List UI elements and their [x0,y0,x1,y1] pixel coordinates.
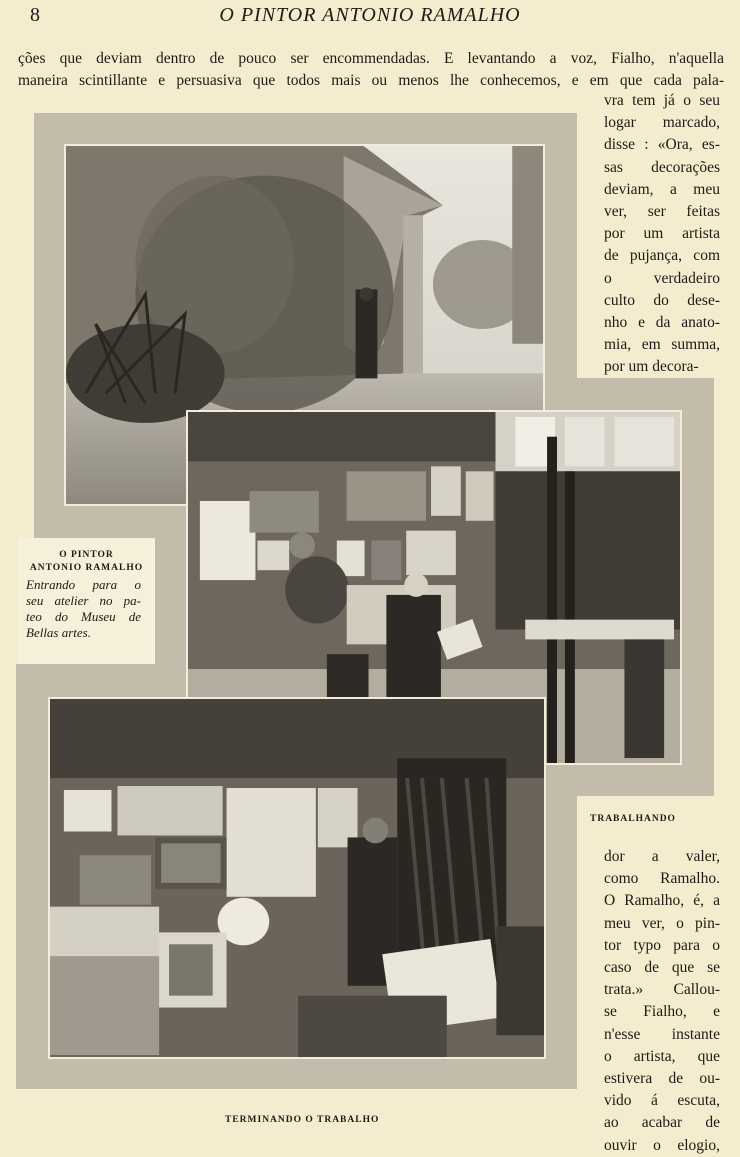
body-line: sas decorações [604,158,720,176]
body-line: culto do dese- [604,291,720,309]
caption-text: seu atelier no pa- [26,593,141,608]
body-line: se Fialho, e [604,1003,720,1021]
caption-text: teo do Museu de [26,609,141,624]
body-line: vra tem já o seu [604,92,720,109]
body-line: dor a valer, [604,848,720,865]
text-column [604,90,720,379]
body-line: ções que deviam dentro de pouco ser encommendadas. E levantando a voz, Fialho, n'aquella [18,50,724,67]
body-line: trata.» Callou- [604,981,720,999]
body-line: estivera de ou- [604,1070,720,1088]
body-line: o artista, que [604,1047,720,1065]
body-line: como Ramalho. [604,870,720,888]
caption-title: O PINTOR [59,550,114,560]
running-title: O PINTOR ANTONIO RAMALHO [219,4,521,26]
body-line: de pujança, com [604,247,720,265]
body-line: por um artista [604,225,720,243]
body-line: ver, ser feitas [604,203,720,221]
caption-title: ANTONIO RAMALHO [29,563,144,573]
body-line: maneira scintillante e persuasiva que todos mais ou menos lhe conhecemos, e em que cada pala- [18,72,724,89]
page-number: 8 [30,4,40,26]
caption-text: Entrando para o [26,577,141,592]
body-line: ouvir o elogio, [604,1136,720,1154]
body-line: meu ver, o pin- [604,914,720,932]
body-line: deviam, a meu [604,180,720,198]
caption-text: Bellas artes. [26,625,91,640]
body-line: mia, em summa, [604,336,720,354]
text-column [604,846,720,1157]
body-line: caso de que se [604,959,720,977]
body-line: nho e da anato- [604,314,720,332]
body-line: logar marcado, [604,114,720,132]
photo-atelier-working [48,697,546,1059]
caption-box [18,538,155,664]
caption-working: TRABALHANDO [590,814,676,824]
body-line: vido á escuta, [604,1092,720,1110]
body-line: o verdadeiro [604,269,720,287]
caption-finishing: TERMINANDO O TRABALHO [225,1115,380,1125]
body-line: ao acabar de [604,1114,720,1132]
body-line: disse : «Ora, es- [604,136,720,154]
body-line: por um decora- [604,358,699,376]
body-line: n'esse instante [604,1025,720,1043]
body-line: O Ramalho, é, a [604,892,720,910]
body-line: tor typo para o [604,936,720,954]
